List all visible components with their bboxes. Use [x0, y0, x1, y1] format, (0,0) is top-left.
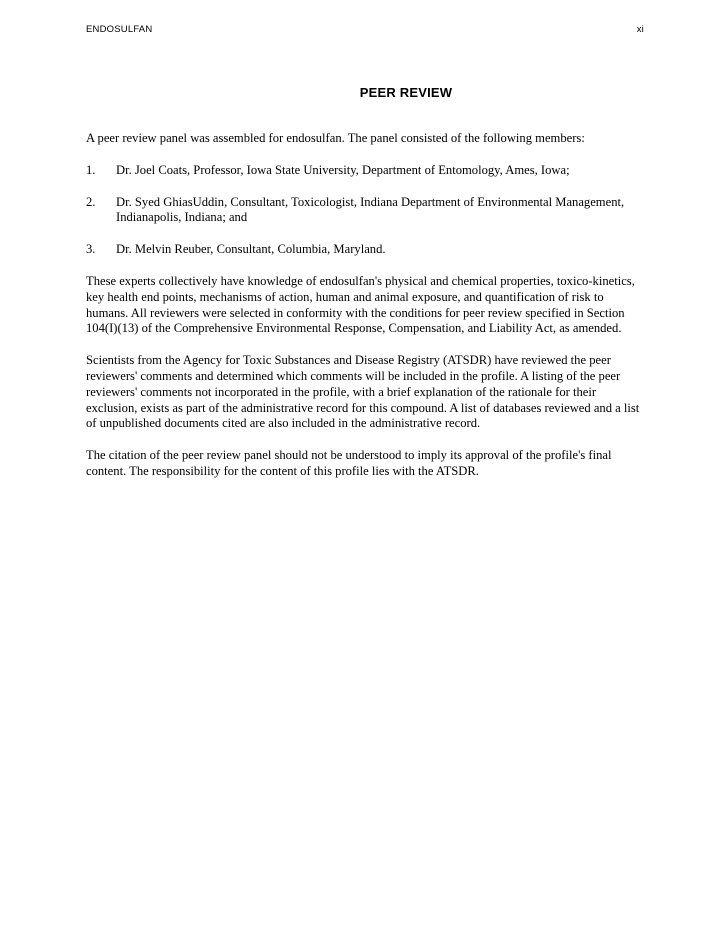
member-number: 3.	[86, 242, 96, 257]
panel-member-3	[86, 242, 646, 258]
panel-member-2	[86, 195, 646, 227]
running-header	[86, 24, 644, 35]
member-number: 1.	[86, 162, 96, 177]
member-text: Dr. Melvin Reuber, Consultant, Columbia, Maryland.	[116, 242, 386, 257]
page-title: PEER REVIEW	[359, 85, 453, 100]
member-text: Dr. Joel Coats, Professor, Iowa State University, Department of Entomology, Ames, Iowa;	[116, 162, 570, 177]
review-process-paragraph: Scientists from the Agency for Toxic Substances and Disease Registry (ATSDR) have reviewed the peer reviewers' comments and determined which comments will be included in the profile. A listing of the peer reviewers' comments not incorporated in the profile, with a brief explanation of the rationale for their exclusion, exists as part of the administrative record for this compound. A list of databases reviewed and a list of unpublished documents cited are also included in the administrative record.	[86, 353, 640, 431]
responsibility-paragraph: The citation of the peer review panel should not be understood to imply its approval of the profile's final content. The responsibility for the content of this profile lies with the ATSDR.	[86, 448, 612, 478]
page-number: xi	[636, 24, 644, 35]
body-text	[86, 131, 646, 496]
panel-member-1	[86, 163, 646, 179]
running-title: ENDOSULFAN	[86, 24, 153, 35]
member-number: 2.	[86, 194, 96, 209]
panel-member-list	[86, 163, 646, 258]
expertise-paragraph: These experts collectively have knowledge of endosulfan's physical and chemical properties, toxico-kinetics, key health end points, mechanisms of action, human and animal exposure, and quantification of risk to humans. All reviewers were selected in conformity with the conditions for peer review specified in Section 104(I)(13) of the Comprehensive Environmental Response, Compensation, and Liability Act, as amended.	[86, 273, 635, 336]
intro-paragraph: A peer review panel was assembled for endosulfan. The panel consisted of the following members:	[86, 131, 585, 145]
member-text: Dr. Syed GhiasUddin, Consultant, Toxicologist, Indiana Department of Environmental Management, Indianapolis, Indiana; and	[116, 194, 625, 225]
